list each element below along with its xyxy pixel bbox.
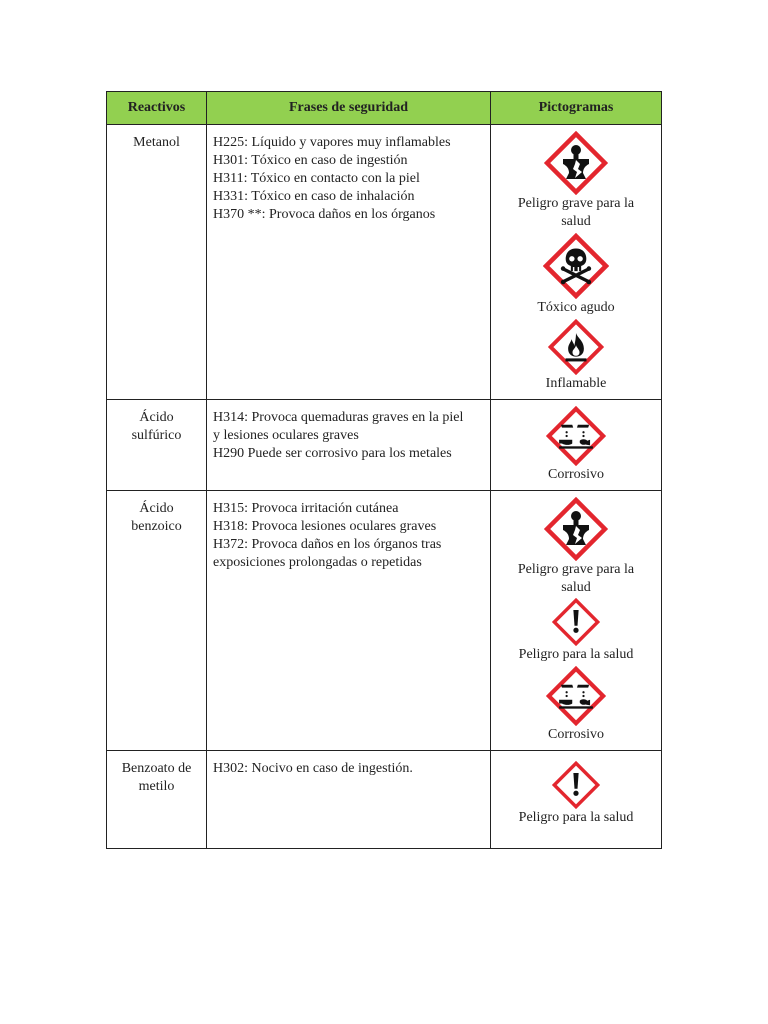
flame-icon [548, 319, 604, 375]
pictogram-label: salud [561, 214, 591, 229]
corrosion-icon [546, 406, 606, 466]
frase-line: y lesiones oculares graves [213, 428, 359, 443]
pictogram-label: salud [561, 580, 591, 595]
frase-line: H372: Provoca daños en los órganos tras [213, 537, 442, 552]
table-row [107, 125, 662, 400]
corrosion-icon [546, 666, 606, 726]
pictogramas-cell [491, 751, 662, 849]
exclamation-mark-icon [552, 761, 600, 809]
reactivo-cell [107, 400, 207, 491]
frase-line: H318: Provoca lesiones oculares graves [213, 519, 437, 534]
reactivo-cell [107, 125, 207, 400]
pictogramas-cell [491, 400, 662, 491]
reactivo-name: Metanol [133, 135, 180, 150]
reactivo-name-line: Benzoato de [121, 761, 192, 776]
header-pictogramas: Pictogramas [491, 92, 662, 125]
reactivo-name-line: benzoico [131, 519, 182, 534]
reactivo-cell [107, 751, 207, 849]
safety-table [106, 91, 662, 849]
frase-line: H302: Nocivo en caso de ingestión. [213, 761, 413, 776]
header-reactivos: Reactivos [107, 92, 207, 125]
reactivo-name-line: sulfúrico [131, 428, 182, 443]
pictogram-label: Peligro grave para la [517, 196, 635, 211]
frase-line: H290 Puede ser corrosivo para los metales [213, 446, 452, 461]
frase-line: H311: Tóxico en contacto con la piel [213, 171, 420, 186]
frases-cell [207, 491, 491, 751]
frases-cell [207, 751, 491, 849]
pictogram-label: Peligro para la salud [518, 647, 634, 662]
frase-line: exposiciones prolongadas o repetidas [213, 555, 422, 570]
pictogram-label: Corrosivo [548, 727, 604, 742]
health-hazard-icon [544, 497, 608, 561]
frase-line: H314: Provoca quemaduras graves en la piel [213, 410, 464, 425]
frase-line: H301: Tóxico en caso de ingestión [213, 153, 408, 168]
pictogram-label: Peligro grave para la [517, 562, 635, 577]
skull-crossbones-icon [543, 233, 609, 299]
pictogramas-cell [491, 491, 662, 751]
table-row [107, 491, 662, 751]
frase-line: H370 **: Provoca daños en los órganos [213, 207, 436, 222]
pictogram-label: Corrosivo [548, 467, 604, 482]
health-hazard-icon [544, 131, 608, 195]
table-row [107, 400, 662, 491]
header-frases: Frases de seguridad [207, 92, 491, 125]
pictogram-label: Peligro para la salud [518, 810, 634, 825]
header-row [107, 92, 662, 125]
frase-line: H315: Provoca irritación cutánea [213, 501, 399, 516]
reactivo-cell [107, 491, 207, 751]
reactivo-name-line: Ácido [139, 501, 174, 516]
reactivo-name-line: metilo [138, 779, 175, 794]
frase-line: H225: Líquido y vapores muy inflamables [213, 135, 451, 150]
frase-line: H331: Tóxico en caso de inhalación [213, 189, 415, 204]
frases-cell [207, 125, 491, 400]
pictogram-label: Tóxico agudo [537, 300, 615, 315]
table-row [107, 751, 662, 849]
exclamation-mark-icon [552, 598, 600, 646]
pictogram-label: Inflamable [545, 376, 607, 391]
reactivo-name-line: Ácido [139, 410, 174, 425]
frases-cell [207, 400, 491, 491]
pictogramas-cell [491, 125, 662, 400]
